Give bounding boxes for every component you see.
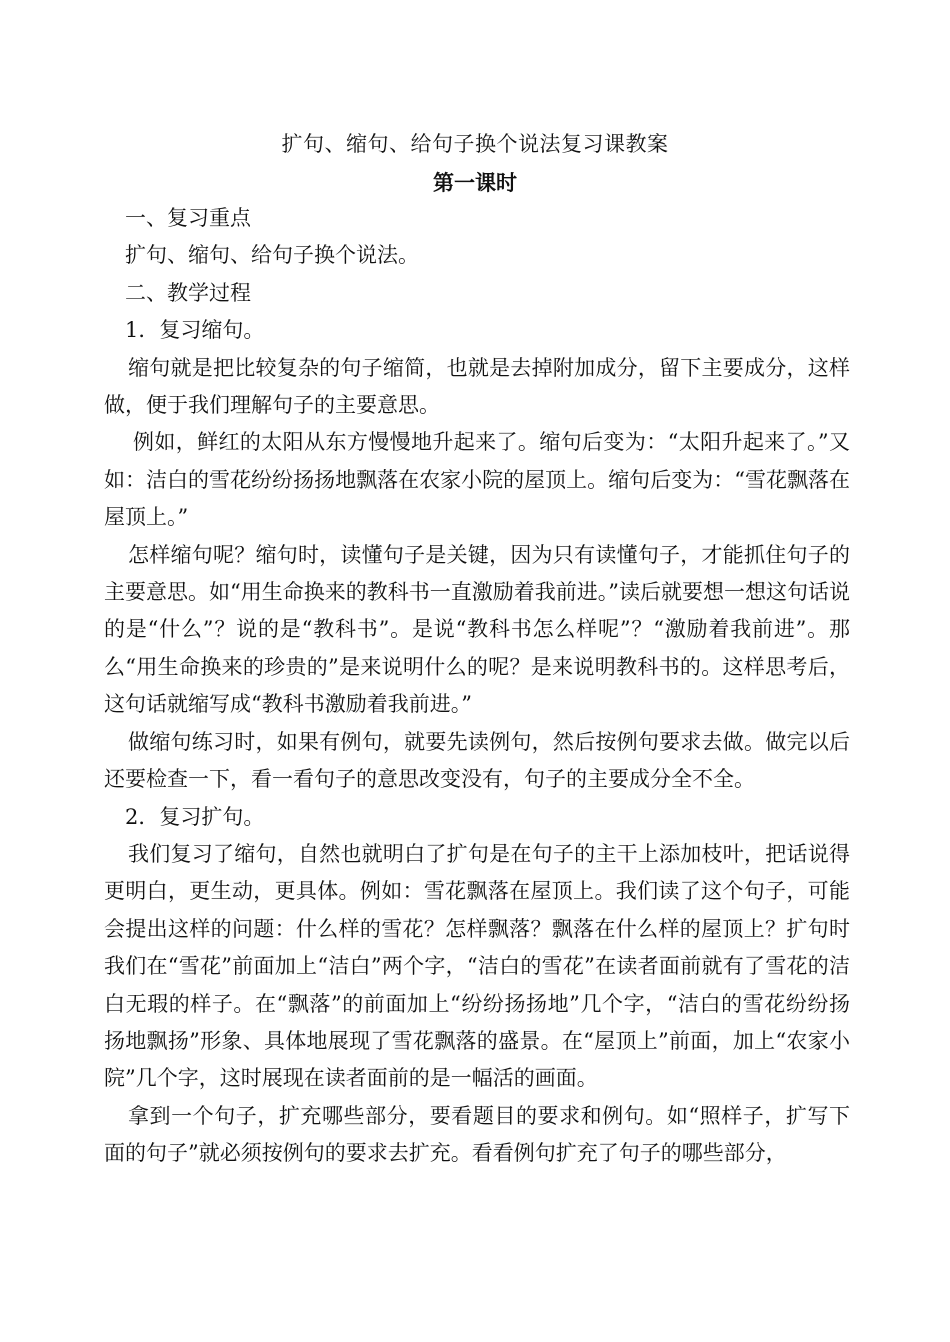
lesson-subtitle: 第一课时 [433, 170, 517, 195]
paragraph-review-focus: 扩句、缩句、给句子换个说法。 [125, 243, 419, 268]
paragraph: 做缩句练习时，如果有例句，就要先读例句，然后按例句要求去做。做完以后还要检查一下，看一看句子的意思改变没有，句子的主要成分全不全。 [104, 729, 850, 792]
document-body [104, 200, 850, 1173]
paragraph: 例如，鲜红的太阳从东方慢慢地升起来了。缩句后变为：“太阳升起来了。”又如：洁白的雪花纷纷扬扬地飘落在农家小院的屋顶上。缩句后变为：“雪花飘落在屋顶上。” [104, 430, 850, 530]
subheading-review-shortening: 1．复习缩句。 [125, 318, 265, 343]
document-title: 扩句、缩句、给句子换个说法复习课教案 [281, 132, 669, 156]
paragraph: 我们复习了缩句，自然也就明白了扩句是在句子的主干上添加枝叶，把话说得更明白，更生动，更具体。例如：雪花飘落在屋顶上。我们读了这个句子，可能会提出这样的问题：什么样的雪花？怎样飘落？飘落在什么样的屋顶上？扩句时我们在“雪花”前面加上“洁白”两个字，“洁白的雪花”在读者面前就有了雪花的洁白无瑕的样子。在“飘落”的前面加上“纷纷扬扬地”几个字，“洁白的雪花纷纷扬扬地飘扬”形象、具体地展现了雪花飘落的盛景。在“屋顶上”前面，加上“农家小院”几个字，这时展现在读者面前的是一幅活的画面。 [104, 841, 850, 1091]
section-heading-teaching-process: 二、教学过程 [125, 280, 251, 305]
section-heading-review-focus: 一、复习重点 [125, 206, 251, 230]
paragraph: 拿到一个句子，扩充哪些部分，要看题目的要求和例句。如“照样子，扩写下面的句子”就必须按例句的要求去扩充。看看例句扩充了句子的哪些部分， [104, 1103, 850, 1166]
paragraph: 怎样缩句呢？缩句时，读懂句子是关键，因为只有读懂句子，才能抓住句子的主要意思。如“用生命换来的教科书一直激励着我前进。”读后就要想一想这句话说的是“什么”？说的是“教科书”。是说“教科书怎么样呢”？“激励着我前进”。那么“用生命换来的珍贵的”是来说明什么的呢？是来说明教科书的。这样思考后，这句话就缩写成“教科书激励着我前进。” [104, 542, 850, 717]
paragraph: 缩句就是把比较复杂的句子缩简，也就是去掉附加成分，留下主要成分，这样做，便于我们理解句子的主要意思。 [104, 355, 850, 418]
subheading-review-expanding: 2．复习扩句。 [125, 804, 265, 829]
